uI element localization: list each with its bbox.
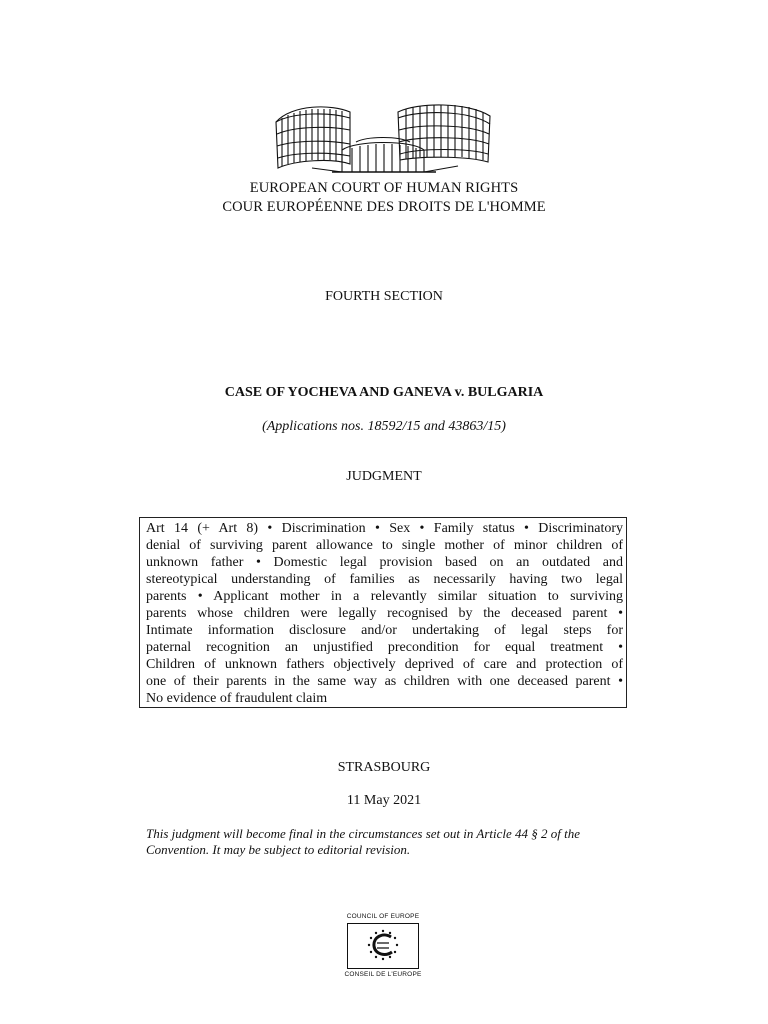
council-of-europe-emblem-icon <box>347 923 419 969</box>
coe-logo-top-text: COUNCIL OF EUROPE <box>346 913 420 920</box>
coe-logo-bottom-text: CONSEIL DE L'EUROPE <box>344 971 422 978</box>
section-heading: FOURTH SECTION <box>325 289 443 304</box>
keywords-line: Children of unknown fathers objectively deprived of care and protection of <box>146 657 623 672</box>
finality-note: This judgment will become final in the circumstances set out in Article 44 § 2 of the Convention. It may be subject to editorial revision. <box>146 826 581 857</box>
place-of-judgment: STRASBOURG <box>337 760 431 775</box>
keywords-line: No evidence of fraudulent claim <box>146 691 328 706</box>
case-title: CASE OF YOCHEVA AND GANEVA v. BULGARIA <box>224 385 544 400</box>
keywords-line: one of their parents in the same way as children with one deceased parent • <box>146 674 623 689</box>
keywords-line: paternal recognition an unjustified precondition for equal treatment • <box>146 640 623 655</box>
court-building-logo-icon <box>272 100 496 180</box>
keywords-summary-box <box>139 517 627 708</box>
court-name-french: COUR EUROPÉENNE DES DROITS DE L'HOMME <box>222 199 546 215</box>
keywords-line: Intimate information disclosure and/or undertaking of legal steps for <box>146 623 623 638</box>
keywords-line: denial of surviving parent allowance to single mother of minor children of <box>146 538 623 553</box>
keywords-line: Art 14 (+ Art 8) • Discrimination • Sex • Family status • Discriminatory <box>146 521 623 536</box>
keywords-line: parents • Applicant mother in a relevantly similar situation to surviving <box>146 589 623 604</box>
keywords-line: unknown father • Domestic legal provision based on an outdated and <box>146 555 623 570</box>
court-name-english: EUROPEAN COURT OF HUMAN RIGHTS <box>249 180 519 196</box>
application-numbers: (Applications nos. 18592/15 and 43863/15) <box>262 419 506 434</box>
council-of-europe-logo <box>342 913 424 979</box>
judgment-date: 11 May 2021 <box>346 793 422 808</box>
keywords-line: stereotypical understanding of families as necessarily having two legal <box>146 572 623 587</box>
keywords-line: parents whose children were legally recognised by the deceased parent • <box>146 606 623 621</box>
judgment-label: JUDGMENT <box>346 469 422 484</box>
